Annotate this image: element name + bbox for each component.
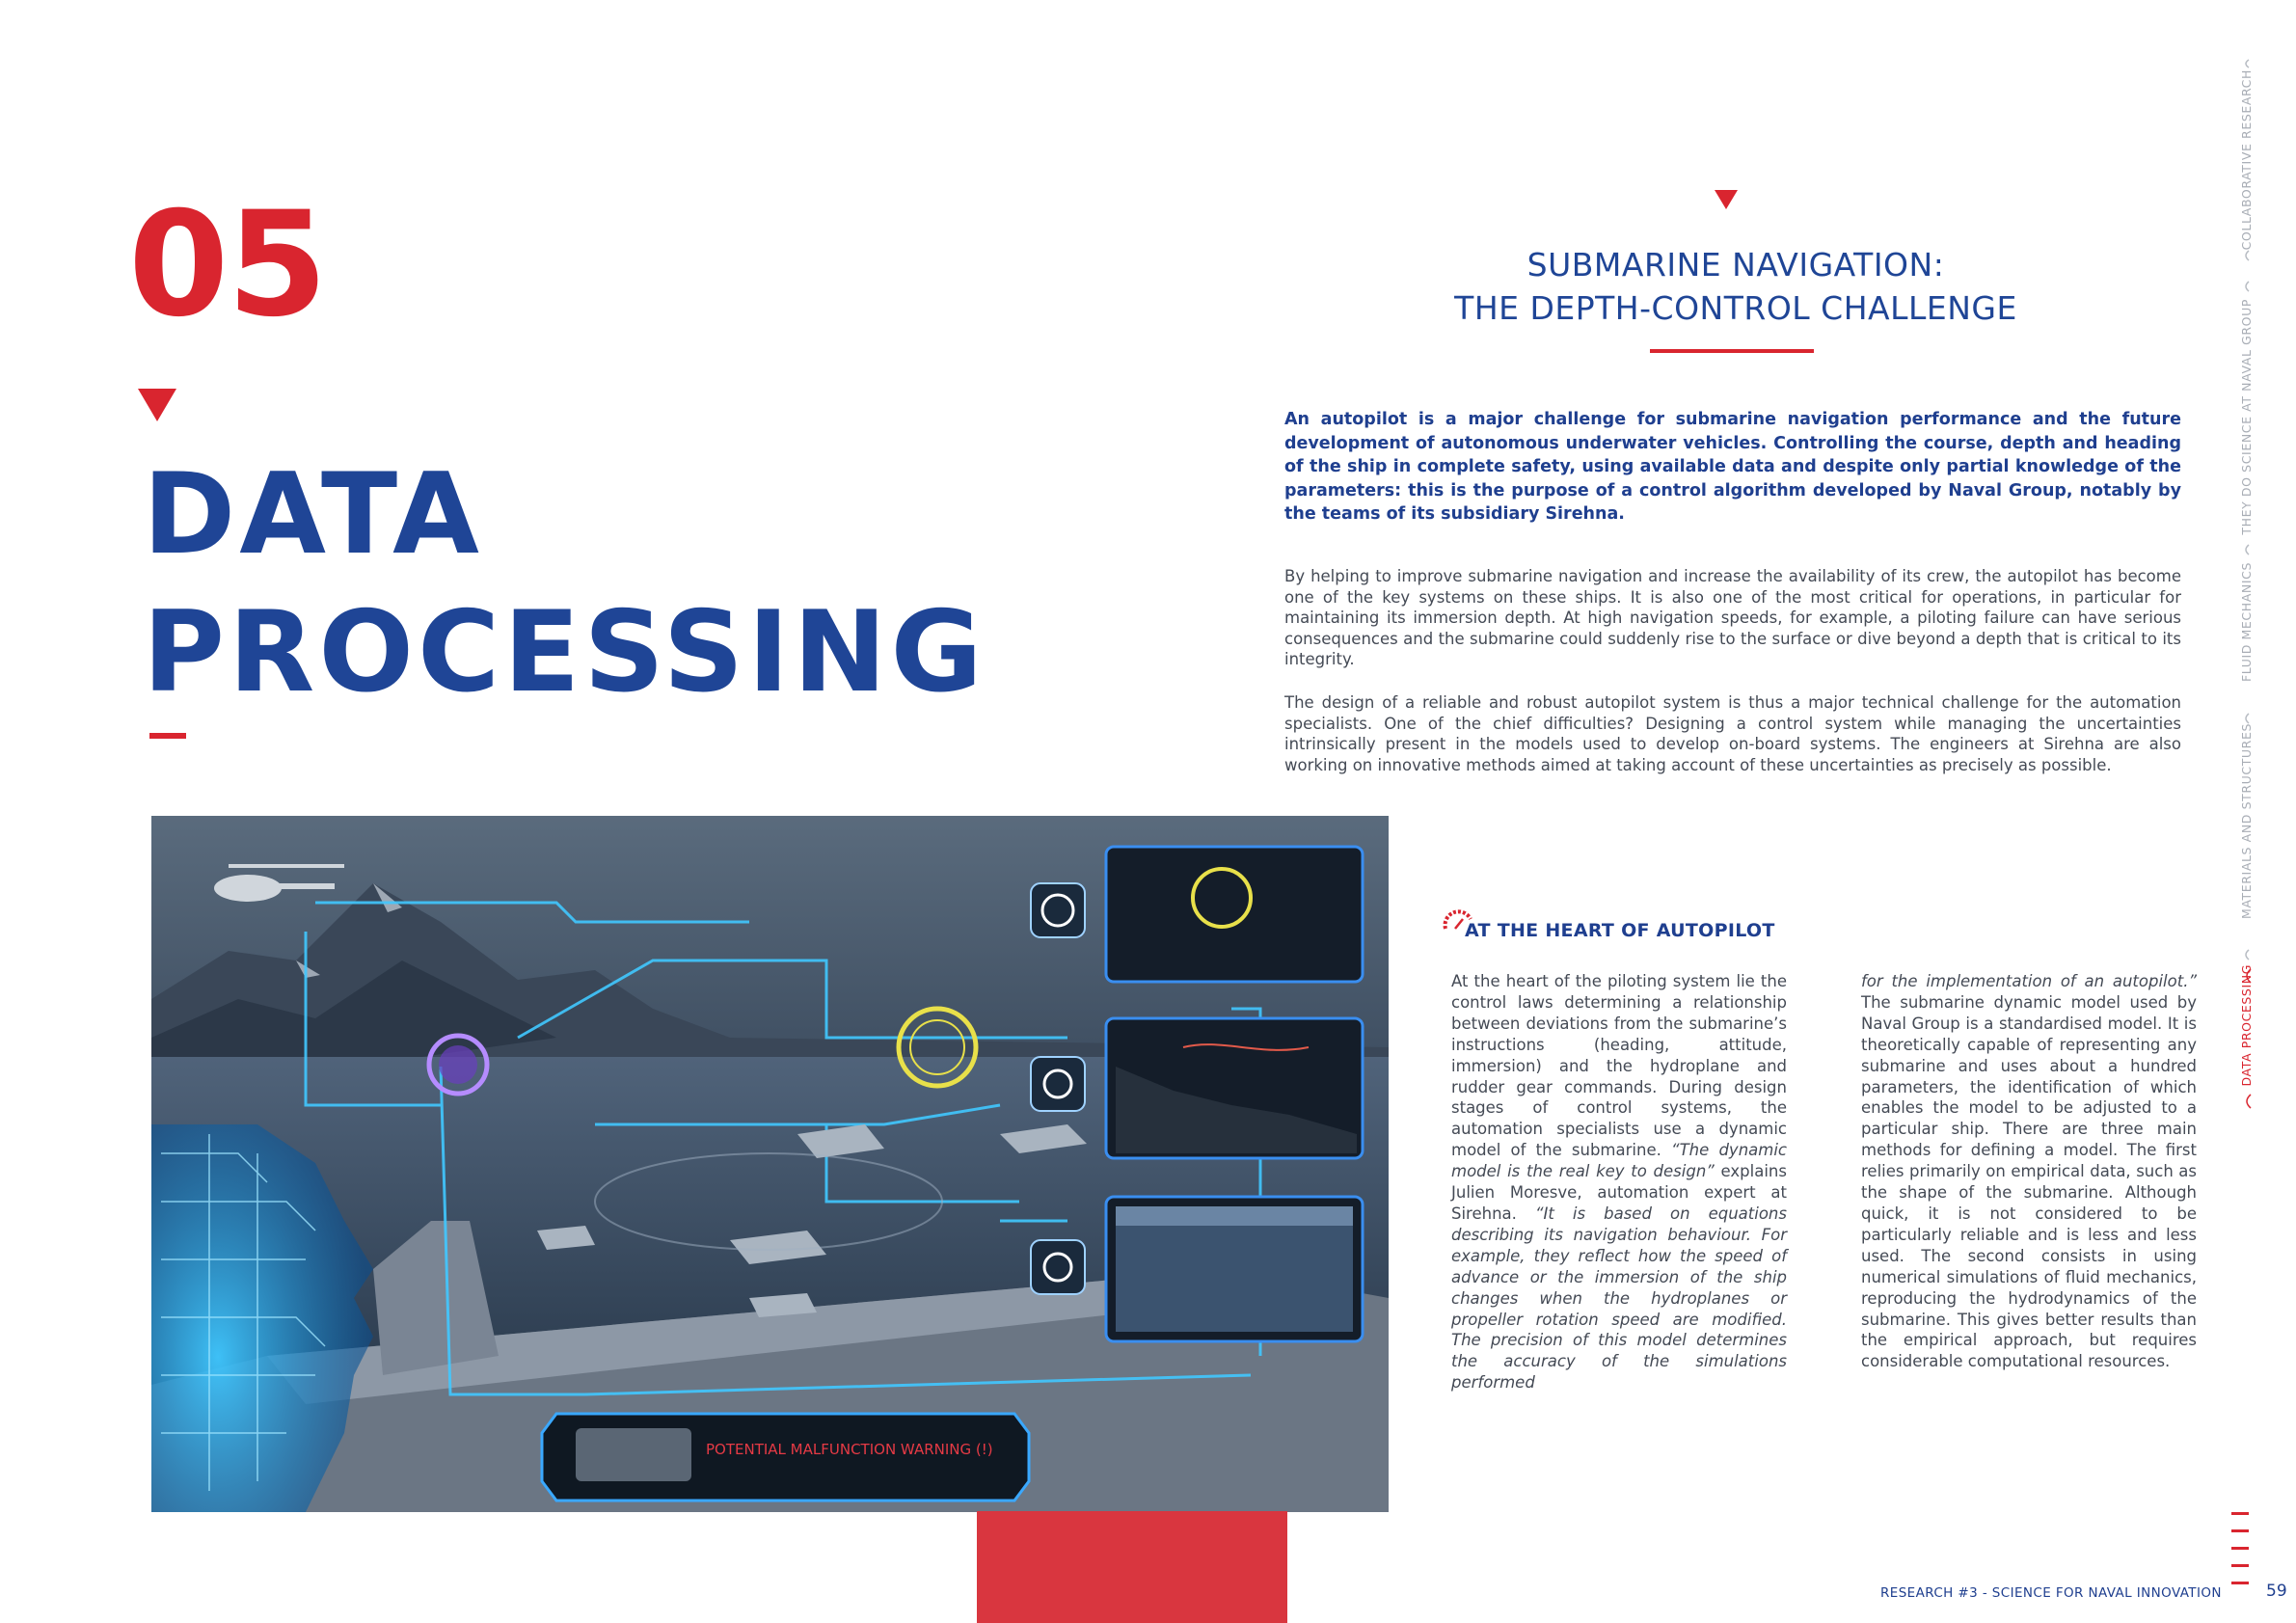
chapter-title-line: PROCESSING: [143, 587, 986, 717]
triangle-marker-icon: [138, 389, 176, 421]
quote-text: “It is based on equations describing its navigation behaviour. For example, they reflect how the speed of advance or the immersion of the ship changes when the hydroplanes or propeller rotation speed are modified. The precision of this model determines the accuracy of the simulations performed: [1451, 1204, 1787, 1393]
chapter-title: [143, 446, 986, 721]
section-title-line: SUBMARINE NAVIGATION:: [1526, 246, 1945, 284]
red-accent-block: [977, 1511, 1287, 1623]
quote-text: for the implementation of an autopilot.”: [1861, 972, 2197, 990]
lead-paragraph: An autopilot is a major challenge for submarine navigation performance and the future development of autonomous underwater vehicles. Controlling the course, depth and heading of the ship in complete safety, using available data and despite only partial knowledge of the parameters: this is the purpose of a control algorithm developed by Naval Group, notably by the teams of its subsidiary Sirehna.: [1284, 410, 2181, 524]
triangle-marker-icon: [1715, 190, 1738, 209]
nav-label: DATA PROCESSING: [2239, 964, 2254, 1087]
page-number: 59: [2266, 1582, 2287, 1601]
footer-dashes: [2231, 1512, 2249, 1599]
footer-dash: [2231, 1564, 2249, 1567]
nav-label: COLLABORATIVE RESEARCH: [2239, 69, 2254, 251]
chapter-title-line: DATA: [143, 449, 483, 580]
chapter-number: 05: [128, 181, 326, 349]
warning-text: POTENTIAL MALFUNCTION WARNING (!): [706, 1441, 993, 1458]
autopilot-illustration: [151, 816, 1389, 1512]
footer-dash: [2231, 1547, 2249, 1550]
body-paragraph: By helping to improve submarine navigation and increase the availability of its crew, the autopilot has become one of the key systems on these ships. It is also one of the most critical for operations, in particular for maintaining its immersion depth. At high navigation speeds, for example, a piloting failure can have serious consequences and the submarine could suddenly rise to the surface or dive beyond a depth that is critical to its integrity.: [1284, 567, 2181, 668]
body-text: explains Julien Moresve, automation expert at Sirehna.: [1451, 1162, 1787, 1223]
footer-dash: [2231, 1529, 2249, 1532]
title-divider: [149, 733, 186, 739]
text-column: [1451, 971, 1787, 1393]
body-text: At the heart of the piloting system lie the control laws determining a relationship between deviations from the submarine’s instructions (heading, attitude, immersion) and the hydroplane and rudder gear commands. During design stages of control systems, the automation specialists use a dynamic model of the submarine.: [1451, 972, 1787, 1160]
nav-brackets: [2229, 58, 2278, 1119]
nav-label: FLUID MECHANICS: [2239, 562, 2254, 683]
footer-publication: RESEARCH #3 - SCIENCE FOR NAVAL INNOVATION: [1880, 1585, 2222, 1601]
body-text: The submarine dynamic model used by Naval Group is a standardised model. It is theoretically capable of representing any submarine and uses about a hundred parameters, the identification of which enables the model to be adjusted to a particular ship. There are three main methods for defining a model. The first relies primarily on empirical data, such as the shape of the submarine. Although quick, it is not considered to be particularly reliable and is less and less used. The second consists in using numerical simulations of fluid mechanics, reproducing the hydrodynamics of the submarine. This gives better results than the empirical approach, but requires considerable computational resources.: [1861, 992, 2197, 1371]
side-navigation: [2229, 58, 2278, 1119]
subsection-title: AT THE HEART OF AUTOPILOT: [1465, 920, 1775, 941]
nav-label: MATERIALS AND STRUCTURES: [2239, 723, 2254, 920]
section-divider: [1650, 349, 1814, 353]
text-column: [1861, 971, 2197, 1372]
nav-label: THEY DO SCIENCE AT NAVAL GROUP: [2239, 299, 2254, 535]
footer-dash: [2231, 1512, 2249, 1515]
section-title-line: THE DEPTH-CONTROL CHALLENGE: [1454, 289, 2017, 327]
footer-dash: [2231, 1582, 2249, 1584]
body-paragraph: The design of a reliable and robust autopilot system is thus a major technical challenge for the automation specialists. One of the chief difficulties? Designing a control system while managing the uncertainties intrinsically present in the models used to develop on-board systems. The engineers at Sirehna are also working on innovative methods aimed at taking account of these uncertainties as precisely as possible.: [1284, 693, 2181, 774]
quote-text: “The dynamic model is the real key to design”: [1451, 1141, 1787, 1181]
section-title: [1379, 243, 2093, 330]
